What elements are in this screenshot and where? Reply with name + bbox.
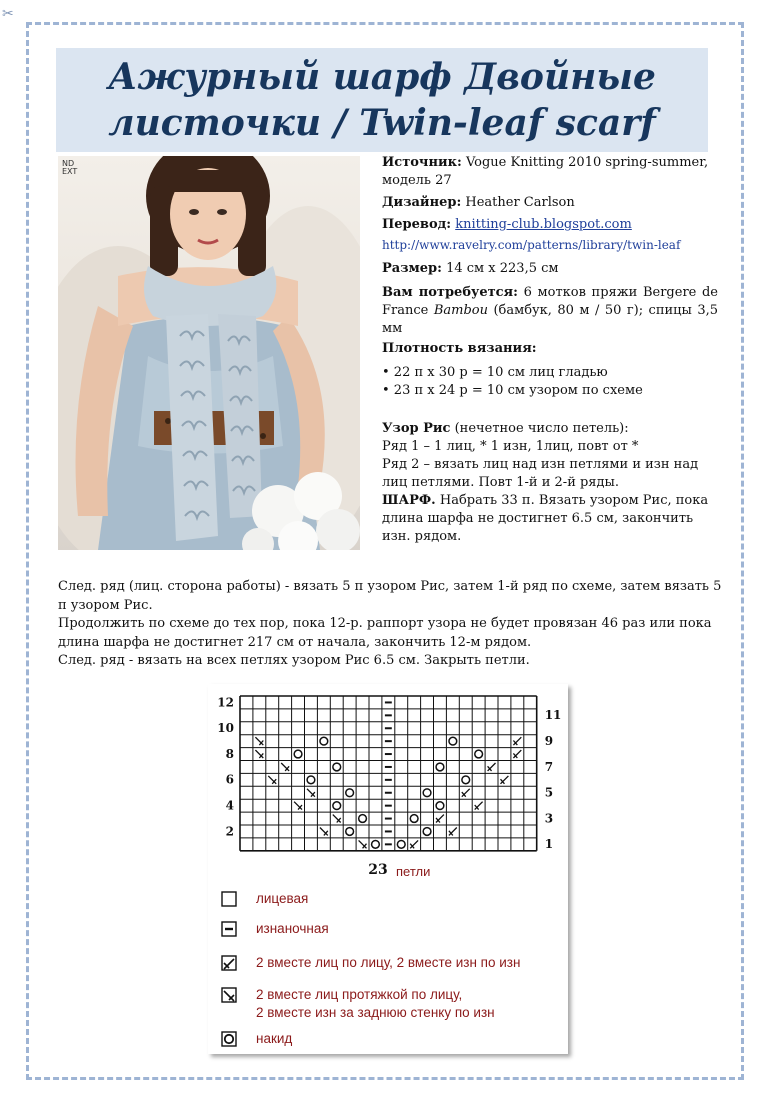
row-label-left: 6 — [225, 772, 234, 787]
ssk-symbol — [294, 802, 302, 810]
size-line: Размер: 14 см х 223,5 см — [382, 261, 559, 276]
k2tog-icon — [220, 954, 240, 974]
scarf-model-illustration — [58, 156, 360, 550]
instruction-paragraph-2: Продолжить по схеме до тех пор, пока 12-р. раппорт узора не будет провязан 46 раз или пока длина шарфа не достигнет 217 см от начала, закончить 12-м рядом. — [58, 616, 712, 650]
ssk-symbol — [359, 840, 367, 848]
k2tog-symbol — [436, 815, 444, 823]
row-label-left: 12 — [217, 695, 234, 710]
magazine-label: ND EXT — [62, 159, 78, 176]
knit-square-icon — [220, 890, 240, 910]
legend-yarn-over: накид — [220, 1030, 292, 1050]
ssk-symbol — [281, 763, 289, 771]
instructions-body — [58, 578, 722, 671]
yarn-over-icon — [220, 1030, 240, 1050]
ssk-symbol — [320, 828, 328, 836]
stitch-unit-label: петли — [396, 864, 431, 879]
title-line-1: Ажурный шарф Двойные — [108, 56, 656, 98]
k2tog-symbol — [513, 750, 521, 758]
ssk-symbol — [255, 750, 263, 758]
translation-link[interactable]: knitting-club.blogspot.com — [455, 217, 632, 232]
k2tog-symbol — [475, 802, 483, 810]
row-label-left: 10 — [217, 721, 234, 736]
legend-knit: лицевая — [220, 890, 308, 910]
yo-symbol — [462, 776, 470, 784]
ssk-icon — [220, 986, 240, 1006]
yo-symbol — [475, 750, 483, 758]
yo-symbol — [307, 776, 315, 784]
row-label-left: 8 — [225, 746, 234, 761]
rice-row-1: Ряд 1 – 1 лиц, * 1 изн, 1лиц, повт от * — [382, 439, 639, 454]
pattern-info — [382, 154, 718, 550]
legend-purl: изнаночная — [220, 920, 329, 940]
scarf-instructions: ШАРФ. Набрать 33 п. Вязать узором Рис, пока длина шарфа не достигнет 6.5 см, закончить изн. рядом. — [382, 493, 709, 544]
stitch-count-label: 23 — [368, 862, 388, 878]
row-label-right: 3 — [544, 811, 554, 826]
yo-symbol — [372, 840, 380, 848]
model-photo — [58, 156, 360, 550]
chart-symbols — [255, 702, 521, 848]
yo-symbol — [397, 840, 405, 848]
ssk-symbol — [268, 776, 276, 784]
yo-symbol — [294, 750, 302, 758]
gauge-pattern: • 23 п х 24 р = 10 см узором по схеме — [382, 383, 643, 398]
row-label-right: 9 — [544, 734, 554, 749]
yo-symbol — [333, 763, 341, 771]
ssk-symbol — [255, 737, 263, 745]
title-banner — [56, 48, 708, 152]
row-label-right: 5 — [544, 785, 554, 800]
yo-symbol — [346, 828, 354, 836]
yo-symbol — [436, 763, 444, 771]
rice-row-2: Ряд 2 – вязать лиц над изн петлями и изн над лиц петлями. Повт 1-й и 2-й ряды. — [382, 457, 699, 490]
source-line: Источник: Vogue Knitting 2010 spring-summer, модель 27 — [382, 155, 709, 188]
scissors-icon: ✂ — [2, 6, 14, 22]
gauge-heading: Плотность вязания: — [382, 341, 537, 356]
title-line-2: листочки / Twin-leaf scarf — [108, 102, 656, 144]
row-label-right: 7 — [544, 759, 554, 774]
k2tog-symbol — [501, 776, 509, 784]
page-title — [108, 54, 656, 146]
yo-symbol — [359, 815, 367, 823]
row-label-left: 2 — [225, 824, 234, 839]
materials-line: Вам потребуется: 6 мотков пряжи Bergere de France Bambou (бамбук, 80 м / 50 г); спицы 3,5 мм — [382, 285, 718, 336]
rice-pattern-heading: Узор Рис (нечетное число петель): — [382, 421, 629, 436]
legend-k2tog: 2 вместе лиц по лицу, 2 вместе изн по изн — [220, 954, 520, 974]
yo-symbol — [449, 737, 457, 745]
ravelry-url[interactable]: http://www.ravelry.com/patterns/library/twin-leaf — [382, 238, 681, 252]
k2tog-symbol — [410, 840, 418, 848]
row-label-left: 4 — [225, 798, 234, 813]
k2tog-symbol — [513, 737, 521, 745]
bangs — [170, 170, 246, 192]
row-label-right: 1 — [544, 837, 554, 852]
gauge-stockinette: • 22 п х 30 р = 10 см лиц гладью — [382, 365, 608, 380]
knitting-chart — [208, 684, 568, 884]
translation-line: Перевод: knitting-club.blogspot.com — [382, 217, 632, 232]
yo-symbol — [333, 802, 341, 810]
row-label-right: 11 — [544, 708, 562, 723]
instruction-paragraph-1: След. ряд (лиц. сторона работы) - вязать 5 п узором Рис, затем 1-й ряд по схеме, затем вязать 5 п узором Рис. — [58, 579, 722, 613]
yo-symbol — [346, 789, 354, 797]
k2tog-symbol — [488, 763, 496, 771]
instruction-paragraph-3: След. ряд - вязать на всех петлях узором Рис 6.5 см. Закрыть петли. — [58, 653, 530, 668]
yo-symbol — [423, 789, 431, 797]
yo-symbol — [423, 828, 431, 836]
chart-grid — [240, 696, 537, 851]
k2tog-symbol — [462, 789, 470, 797]
yo-symbol — [320, 737, 328, 745]
yo-symbol — [436, 802, 444, 810]
k2tog-symbol — [449, 828, 457, 836]
ssk-symbol — [307, 789, 315, 797]
legend-ssk: 2 вместе лиц протяжкой по лицу, 2 вместе изн за заднюю стенку по изн — [220, 986, 495, 1022]
ssk-symbol — [333, 815, 341, 823]
yo-symbol — [410, 815, 418, 823]
designer-line: Дизайнер: Heather Carlson — [382, 195, 575, 210]
purl-dash-icon — [220, 920, 240, 940]
